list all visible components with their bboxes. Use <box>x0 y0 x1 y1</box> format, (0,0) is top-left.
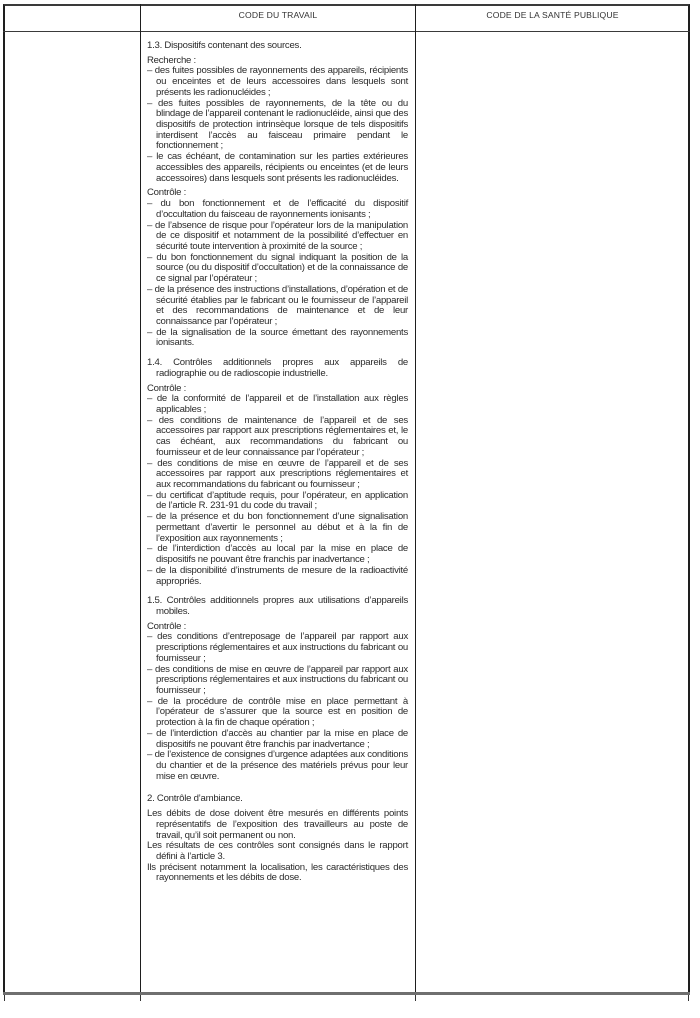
list-item: – de la conformité de l’appareil et de l’installation aux règles applicables ; <box>147 394 408 415</box>
header-code-sante-publique: CODE DE LA SANTÉ PUBLIQUE <box>486 10 619 20</box>
list-item: – des conditions de mise en œuvre de l’appareil par rapport aux prescriptions réglementaires et aux instructions du fabricant ou fournisseur ; <box>147 665 408 697</box>
column-divider-1 <box>140 4 141 995</box>
section-title: 1.3. Dispositifs contenant des sources. <box>147 40 302 51</box>
paragraph: Les résultats de ces contrôles sont consignés dans le rapport défini à l’article 3. <box>147 840 408 863</box>
border-tick <box>415 995 416 1001</box>
border-tick <box>4 995 5 1001</box>
list-item: – des conditions de mise en œuvre de l’appareil et de ses accessoires par rapport aux prescriptions réglementaires et aux recommandations du fabricant ou fournisseur ; <box>147 459 408 491</box>
group-label-controle: Contrôle : <box>147 187 187 199</box>
list-item: – de la disponibilité d’instruments de mesure de la radioactivité appropriés. <box>147 566 408 587</box>
list-item: – du certificat d’aptitude requis, pour l’opérateur, en application de l’article R. 231-91 du code du travail ; <box>147 491 408 512</box>
border-tick <box>688 995 689 1001</box>
list-item: – de l’interdiction d’accès au chantier par la mise en place de dispositifs ne pouvant être franchis par inadvertance ; <box>147 729 408 750</box>
section-title: 1.4. Contrôles additionnels propres aux appareils de radiographie ou de radioscopie industrielle. <box>147 357 408 379</box>
group-label-recherche: Recherche : <box>147 54 196 66</box>
group-label-controle: Contrôle : <box>147 620 187 632</box>
section-2 <box>147 794 408 884</box>
controle-list <box>147 632 408 782</box>
section-1-3 <box>147 41 408 349</box>
list-item: – de l’interdiction d’accès au local par la mise en place de dispositifs ne pouvant être franchis par inadvertance ; <box>147 544 408 565</box>
list-item: – des conditions d’entreposage de l’appareil par rapport aux prescriptions réglementaires et aux instructions du fabricant ou fournisseur ; <box>147 632 408 664</box>
code-du-travail-cell <box>147 41 408 884</box>
list-item: – de la signalisation de la source émettant des rayonnements ionisants. <box>147 328 408 349</box>
section-title: 1.5. Contrôles additionnels propres aux utilisations d’appareils mobiles. <box>147 595 408 617</box>
section-1-4 <box>147 358 408 587</box>
table-bottom-border <box>3 992 690 995</box>
list-item: – des fuites possibles de rayonnements, de la tête ou du blindage de l’appareil contenant le radionucléide, ainsi que des dispositifs de protection intrinsèque lorsque de tels dispositifs interdisent l’accès au faisceau primaire pendant le fonctionnement ; <box>147 99 408 153</box>
list-item: – de l’existence de consignes d’urgence adaptées aux conditions du chantier et de la présence des matériels prévus pour leur mise en œuvre. <box>147 750 408 782</box>
list-item: – de la présence des instructions d’installations, d’opération et de sécurité établies par le fabricant ou le fournisseur de l’appareil et des recommandations de maintenance et de leur connaissance par l’opérateur ; <box>147 285 408 328</box>
list-item: – de l’absence de risque pour l’opérateur lors de la manipulation de ce dispositif et notamment de la possibilité d’effectuer en sécurité toute intervention à proximité de la source ; <box>147 221 408 253</box>
paragraph: Les débits de dose doivent être mesurés en différents points représentatifs de l’exposition des travailleurs au poste de travail, qu’il soit permanent ou non. <box>147 808 408 841</box>
paragraph: Ils précisent notamment la localisation, les caractéristiques des rayonnements et les débits de dose. <box>147 861 408 884</box>
list-item: – de la présence et du bon fonctionnement d’une signalisation permettant d’avertir le personnel au début et à la fin de l’exposition aux rayonnements ; <box>147 512 408 544</box>
header-code-du-travail: CODE DU TRAVAIL <box>238 10 318 20</box>
list-item: – le cas échéant, de contamination sur les parties extérieures accessibles des appareils, récipients ou enceintes (et de leurs accessoires) dans lesquels sont présents les radionucléides. <box>147 152 408 184</box>
code-sante-publique-cell <box>416 32 689 992</box>
recherche-list <box>147 66 408 184</box>
border-tick <box>140 995 141 1001</box>
list-item: – des fuites possibles de rayonnements des appareils, récipients ou enceintes et de leurs accessoires dans lesquels sont présents les radionucléides ; <box>147 66 408 98</box>
list-item: – de la procédure de contrôle mise en place permettant à l’opérateur de s’assurer que la source est en position de protection à la fin de chaque opération ; <box>147 697 408 729</box>
controle-list <box>147 199 408 349</box>
section-title: 2. Contrôle d’ambiance. <box>147 793 243 805</box>
list-item: – du bon fonctionnement du signal indiquant la position de la source (ou du dispositif d’occultation) et de la connaissance de ce signal par l’opérateur ; <box>147 253 408 285</box>
list-item: – des conditions de maintenance de l’appareil et de ses accessoires par rapport aux prescriptions réglementaires et, le cas échéant, aux recommandations du fabricant ou fournisseur et de leur connaissance par l’opérateur ; <box>147 416 408 459</box>
list-item: – du bon fonctionnement et de l’efficacité du dispositif d’occultation du faisceau de rayonnements ionisants ; <box>147 199 408 220</box>
section-1-5 <box>147 596 408 782</box>
group-label-controle: Contrôle : <box>147 382 187 394</box>
controle-list <box>147 394 408 587</box>
